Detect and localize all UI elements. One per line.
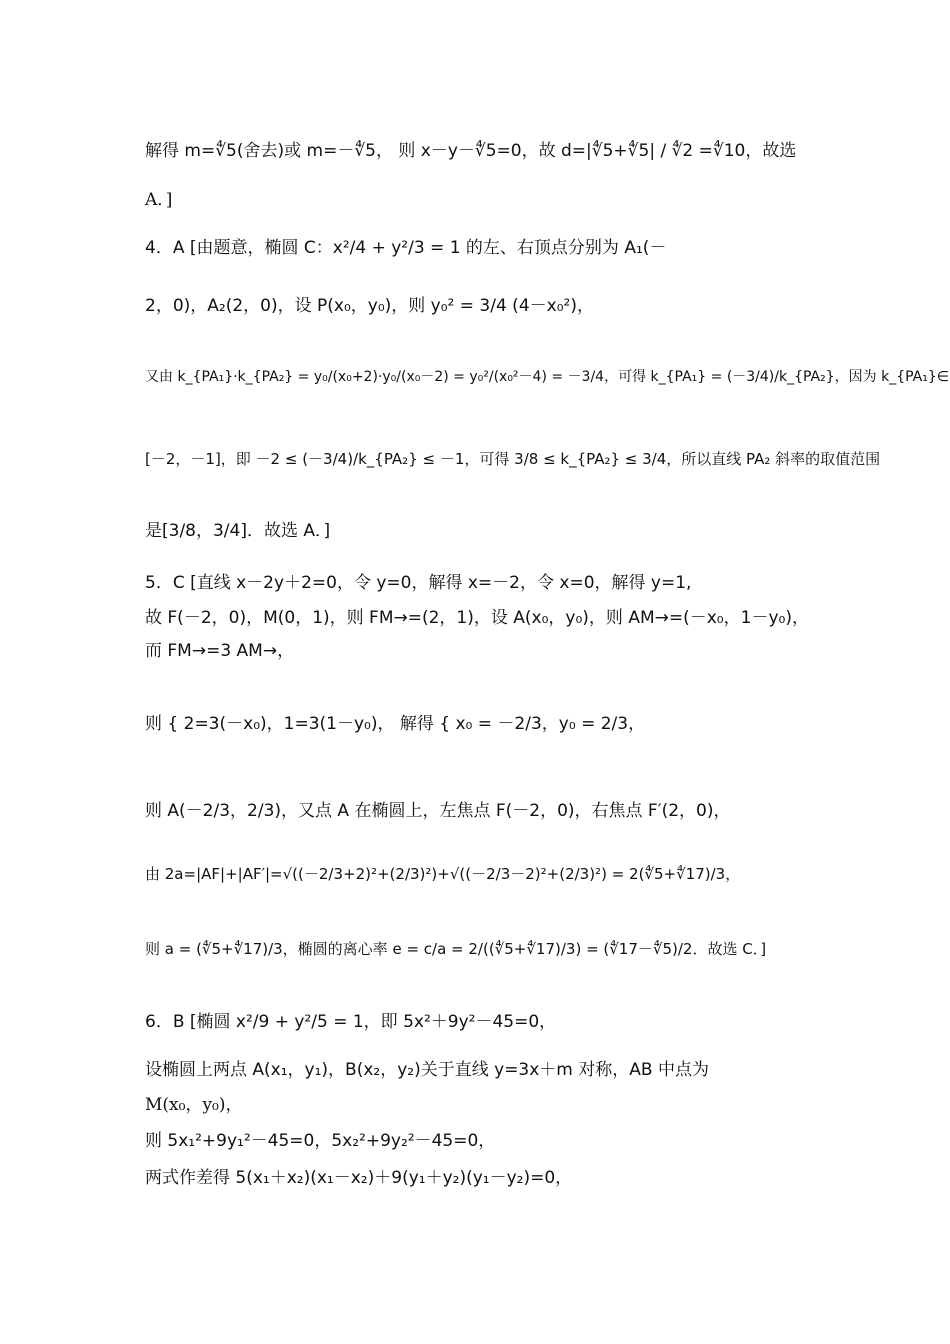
text-line: 由 2a=|AF|+|AF′|=√((－2/3+2)²+(2/3)²)+√((－2/3－2)²+(2/3)²) = 2(∜5+∜17)/3， [145,865,741,883]
text-line: 则 a = (∜5+∜17)/3，椭圆的离心率 e = c/a = 2/((∜5+∜17)/3) = (∜17－∜5)/2．故选 C．] [145,940,767,958]
text-line: 又由 k_{PA₁}·k_{PA₂} = y₀/(x₀+2)·y₀/(x₀－2) = y₀²/(x₀²－4) = －3/4，可得 k_{PA₁} = (－3/4)/k_{PA₂}，因为 k_{PA₁}∈ [145,369,949,385]
text-line: 设椭圆上两点 A(x₁，y₁)，B(x₂，y₂)关于直线 y=3x＋m 对称，AB 中点为 [145,1060,709,1080]
text-line: 是[3/8，3/4]．故选 A．] [145,521,331,541]
text-line: M(x₀，y₀)， [145,1095,243,1115]
text-line: [－2，－1]，即 －2 ≤ (－3/4)/k_{PA₂} ≤ －1，可得 3/8 ≤ k_{PA₂} ≤ 3/4，所以直线 PA₂ 斜率的取值范围 [145,450,881,468]
text-line: 解得 m=∜5(舍去)或 m=－∜5， 则 x－y－∜5=0，故 d=|∜5+∜5| / ∜2 =∜10，故选 [145,141,797,161]
text-line: 2，0)，A₂(2，0)，设 P(x₀，y₀)，则 y₀² = 3/4 (4－x₀²)， [145,296,594,316]
text-line: A．] [145,190,173,210]
text-line: 故 F(－2，0)，M(0，1)，则 FM→=(2，1)，设 A(x₀，y₀)，则 AM→=(－x₀，1－y₀)， [145,608,809,628]
text-line: 而 FM→=3 AM→， [145,641,295,661]
text-line: 5．C [直线 x－2y＋2=0，令 y=0，解得 x=－2，令 x=0，解得 y=1, [145,573,692,593]
text-line: 6．B [椭圆 x²/9 + y²/5 = 1，即 5x²＋9y²－45=0， [145,1012,557,1032]
text-line: 两式作差得 5(x₁＋x₂)(x₁－x₂)＋9(y₁＋y₂)(y₁－y₂)=0， [145,1168,573,1188]
text-line: 则 A(－2/3，2/3)，又点 A 在椭圆上，左焦点 F(－2，0)，右焦点 F′(2，0)， [145,801,731,821]
text-line: 则 { 2=3(－x₀)，1=3(1－y₀)， 解得 { x₀ = －2/3，y₀ = 2/3， [145,714,646,734]
text-line: 则 5x₁²+9y₁²－45=0，5x₂²+9y₂²－45=0， [145,1131,496,1151]
text-line: 4．A [由题意，椭圆 C：x²/4 + y²/3 = 1 的左、右顶点分别为 A₁(－ [145,238,667,258]
